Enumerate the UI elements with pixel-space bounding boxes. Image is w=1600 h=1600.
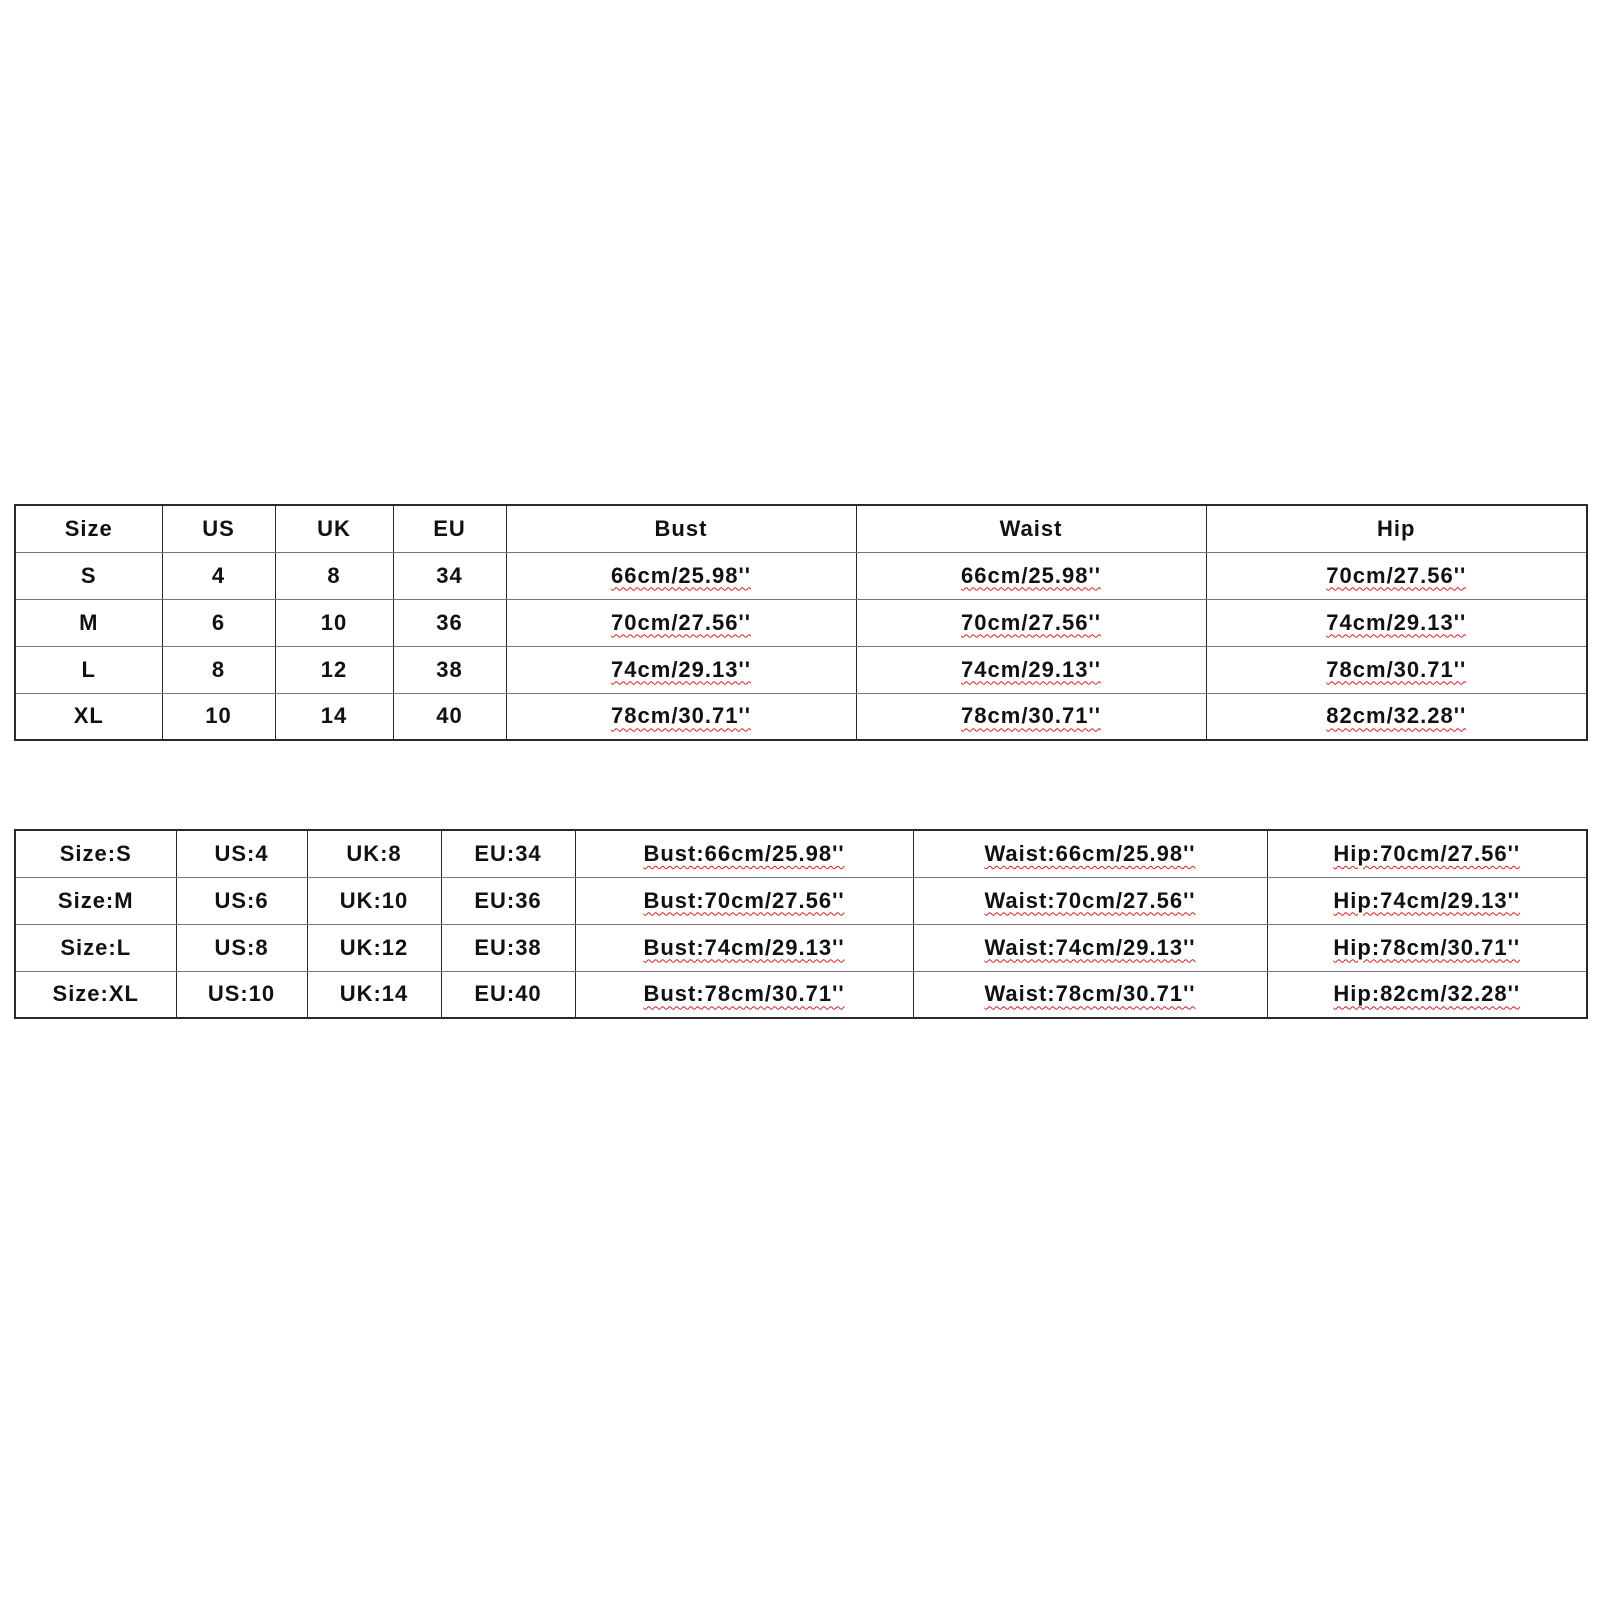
cell-hip bbox=[1267, 924, 1587, 971]
hip-value: 82cm/32.28'' bbox=[1326, 703, 1467, 729]
cell-size: Size:M bbox=[15, 877, 176, 924]
cell-eu: 38 bbox=[393, 646, 506, 693]
cell-eu: 36 bbox=[393, 599, 506, 646]
cell-eu: EU:38 bbox=[441, 924, 575, 971]
cell-us: 8 bbox=[162, 646, 275, 693]
cell-size: Size:L bbox=[15, 924, 176, 971]
table-row bbox=[15, 924, 1587, 971]
cell-hip bbox=[1267, 971, 1587, 1018]
hip-value: Hip:78cm/30.71'' bbox=[1333, 934, 1521, 960]
cell-hip bbox=[1267, 877, 1587, 924]
cell-hip bbox=[1206, 646, 1587, 693]
size-chart-table bbox=[14, 504, 1588, 741]
cell-size: L bbox=[15, 646, 162, 693]
cell-us: 4 bbox=[162, 552, 275, 599]
bust-value: Bust:78cm/30.71'' bbox=[643, 981, 845, 1007]
bust-value: Bust:74cm/29.13'' bbox=[643, 934, 845, 960]
bust-value: 66cm/25.98'' bbox=[611, 562, 751, 588]
cell-bust bbox=[575, 877, 913, 924]
cell-size: Size:XL bbox=[15, 971, 176, 1018]
bust-value: Bust:70cm/27.56'' bbox=[643, 887, 845, 913]
table-header-row bbox=[15, 505, 1587, 552]
hip-value: 78cm/30.71'' bbox=[1326, 656, 1467, 682]
waist-value: Waist:70cm/27.56'' bbox=[984, 887, 1196, 913]
hip-value: 70cm/27.56'' bbox=[1326, 562, 1467, 588]
hip-value: 74cm/29.13'' bbox=[1326, 609, 1467, 635]
hip-value: Hip:74cm/29.13'' bbox=[1333, 887, 1521, 913]
waist-value: 70cm/27.56'' bbox=[961, 609, 1101, 635]
cell-size: Size:S bbox=[15, 830, 176, 877]
waist-value: 74cm/29.13'' bbox=[961, 656, 1101, 682]
table-row bbox=[15, 552, 1587, 599]
cell-uk: UK:10 bbox=[307, 877, 441, 924]
bust-value: 74cm/29.13'' bbox=[611, 656, 751, 682]
cell-hip bbox=[1206, 552, 1587, 599]
cell-us: 6 bbox=[162, 599, 275, 646]
waist-value: Waist:78cm/30.71'' bbox=[984, 981, 1196, 1007]
cell-eu: 34 bbox=[393, 552, 506, 599]
cell-eu: 40 bbox=[393, 693, 506, 740]
cell-us: US:10 bbox=[176, 971, 307, 1018]
hip-value: Hip:82cm/32.28'' bbox=[1333, 981, 1521, 1007]
cell-us: 10 bbox=[162, 693, 275, 740]
cell-size: M bbox=[15, 599, 162, 646]
cell-bust bbox=[575, 971, 913, 1018]
cell-us: US:4 bbox=[176, 830, 307, 877]
cell-us: US:6 bbox=[176, 877, 307, 924]
cell-us: US:8 bbox=[176, 924, 307, 971]
cell-bust bbox=[506, 599, 856, 646]
bust-value: 70cm/27.56'' bbox=[611, 609, 751, 635]
waist-value: 66cm/25.98'' bbox=[961, 562, 1101, 588]
cell-uk: UK:8 bbox=[307, 830, 441, 877]
cell-waist bbox=[913, 971, 1267, 1018]
cell-waist bbox=[856, 646, 1206, 693]
bust-value: 78cm/30.71'' bbox=[611, 703, 751, 729]
table-row bbox=[15, 877, 1587, 924]
cell-uk: 8 bbox=[275, 552, 393, 599]
header-waist: Waist bbox=[856, 505, 1206, 552]
table-row bbox=[15, 971, 1587, 1018]
cell-eu: EU:40 bbox=[441, 971, 575, 1018]
size-chart-labeled-table bbox=[14, 829, 1588, 1019]
cell-uk: 10 bbox=[275, 599, 393, 646]
cell-bust bbox=[575, 830, 913, 877]
cell-bust bbox=[506, 693, 856, 740]
cell-hip bbox=[1206, 693, 1587, 740]
cell-uk: 14 bbox=[275, 693, 393, 740]
cell-waist bbox=[856, 599, 1206, 646]
cell-uk: UK:14 bbox=[307, 971, 441, 1018]
cell-waist bbox=[913, 877, 1267, 924]
cell-hip bbox=[1206, 599, 1587, 646]
waist-value: 78cm/30.71'' bbox=[961, 703, 1101, 729]
cell-bust bbox=[506, 552, 856, 599]
header-us: US bbox=[162, 505, 275, 552]
cell-size: S bbox=[15, 552, 162, 599]
cell-size: XL bbox=[15, 693, 162, 740]
cell-uk: UK:12 bbox=[307, 924, 441, 971]
waist-value: Waist:66cm/25.98'' bbox=[984, 840, 1196, 866]
cell-bust bbox=[506, 646, 856, 693]
cell-hip bbox=[1267, 830, 1587, 877]
hip-value: Hip:70cm/27.56'' bbox=[1333, 840, 1521, 866]
cell-eu: EU:34 bbox=[441, 830, 575, 877]
table-row bbox=[15, 599, 1587, 646]
header-eu: EU bbox=[393, 505, 506, 552]
cell-eu: EU:36 bbox=[441, 877, 575, 924]
table-row bbox=[15, 646, 1587, 693]
cell-waist bbox=[913, 830, 1267, 877]
header-bust: Bust bbox=[506, 505, 856, 552]
cell-bust bbox=[575, 924, 913, 971]
table-row bbox=[15, 693, 1587, 740]
header-hip: Hip bbox=[1206, 505, 1587, 552]
waist-value: Waist:74cm/29.13'' bbox=[984, 934, 1196, 960]
header-uk: UK bbox=[275, 505, 393, 552]
table-row bbox=[15, 830, 1587, 877]
header-size: Size bbox=[15, 505, 162, 552]
cell-waist bbox=[913, 924, 1267, 971]
cell-uk: 12 bbox=[275, 646, 393, 693]
cell-waist bbox=[856, 552, 1206, 599]
cell-waist bbox=[856, 693, 1206, 740]
bust-value: Bust:66cm/25.98'' bbox=[643, 840, 845, 866]
